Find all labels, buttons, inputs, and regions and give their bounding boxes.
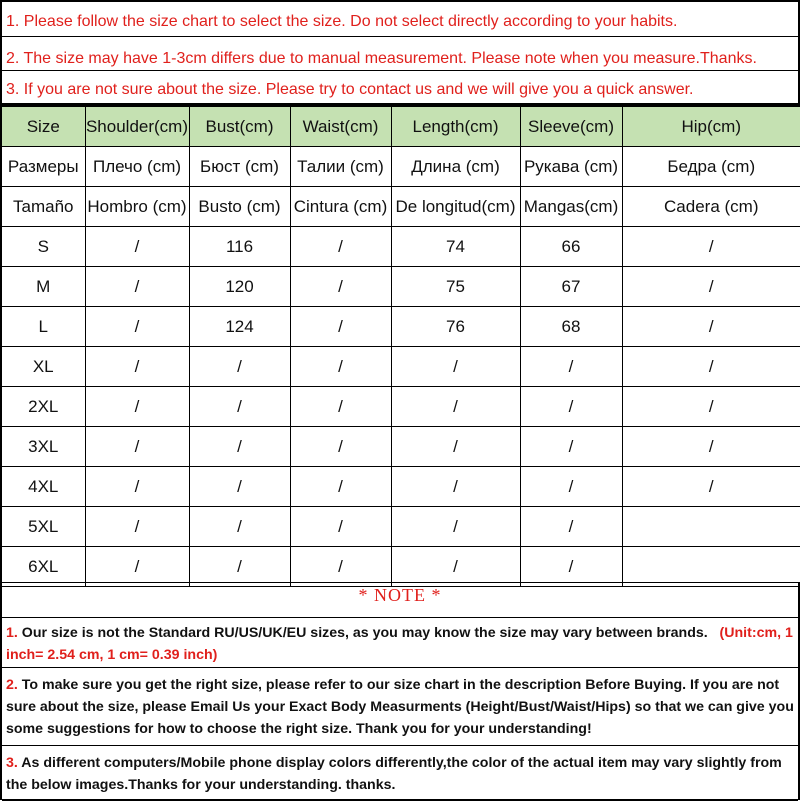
measurement-cell: / (85, 347, 189, 387)
size-label-cell: 3XL (1, 427, 85, 467)
measurement-cell: / (85, 227, 189, 267)
measurement-cell: / (85, 307, 189, 347)
note-2-number: 2. (6, 677, 18, 693)
measurement-cell: / (622, 427, 800, 467)
table-row (1, 547, 800, 587)
measurement-cell: / (189, 467, 290, 507)
measurement-cell: / (391, 467, 520, 507)
header-cell: Талии (cm) (290, 147, 391, 187)
header-cell: Waist(cm) (290, 106, 391, 147)
measurement-cell: / (85, 507, 189, 547)
table-row (1, 227, 800, 267)
table-row (1, 507, 800, 547)
measurement-cell: / (391, 427, 520, 467)
size-label-cell: 5XL (1, 507, 85, 547)
measurement-cell: / (290, 267, 391, 307)
top-notes (0, 0, 800, 105)
measurement-cell: / (622, 387, 800, 427)
measurement-cell: 75 (391, 267, 520, 307)
measurement-cell: / (189, 347, 290, 387)
measurement-cell: / (391, 547, 520, 587)
measurement-cell: / (391, 387, 520, 427)
table-row (1, 467, 800, 507)
measurement-cell: 74 (391, 227, 520, 267)
measurement-cell: / (520, 427, 622, 467)
note-1-number: 1. (6, 625, 18, 641)
header-cell: Hombro (cm) (85, 187, 189, 227)
measurement-cell: / (391, 507, 520, 547)
measurement-cell: 124 (189, 307, 290, 347)
measurement-cell: / (189, 507, 290, 547)
measurement-cell: 66 (520, 227, 622, 267)
measurement-cell: / (622, 227, 800, 267)
measurement-cell: / (85, 387, 189, 427)
table-row (1, 307, 800, 347)
note-paragraph-2 (2, 667, 798, 745)
measurement-cell: 67 (520, 267, 622, 307)
size-label-cell: XL (1, 347, 85, 387)
measurement-cell: / (290, 467, 391, 507)
measurement-cell: / (189, 427, 290, 467)
header-cell: Size (1, 106, 85, 147)
measurement-cell: 68 (520, 307, 622, 347)
top-note-3: 3. If you are not sure about the size. Please try to contact us and we will give you a quick answer. (2, 71, 798, 105)
table-row (1, 427, 800, 467)
measurement-cell: / (85, 267, 189, 307)
header-row-es (1, 187, 800, 227)
header-cell: Hip(cm) (622, 106, 800, 147)
header-cell: Размеры (1, 147, 85, 187)
measurement-cell: / (520, 387, 622, 427)
measurement-cell (622, 547, 800, 587)
size-label-cell: M (1, 267, 85, 307)
header-cell: Shoulder(cm) (85, 106, 189, 147)
note-1-text: Our size is not the Standard RU/US/UK/EU sizes, as you may know the size may vary between brands. (17, 625, 708, 641)
size-label-cell: S (1, 227, 85, 267)
header-cell: Длина (cm) (391, 147, 520, 187)
measurement-cell: / (622, 307, 800, 347)
measurement-cell: / (622, 467, 800, 507)
measurement-cell: / (391, 347, 520, 387)
measurement-cell: / (290, 427, 391, 467)
size-chart-table (0, 105, 800, 587)
measurement-cell: / (622, 347, 800, 387)
measurement-cell: / (520, 507, 622, 547)
top-note-1: 1. Please follow the size chart to select the size. Do not select directly according to your habits. (2, 0, 798, 37)
measurement-cell: / (85, 547, 189, 587)
size-label-cell: L (1, 307, 85, 347)
measurement-cell: / (290, 347, 391, 387)
header-cell: Рукава (cm) (520, 147, 622, 187)
header-cell: Tamaño (1, 187, 85, 227)
header-cell: De longitud(cm) (391, 187, 520, 227)
header-cell: Плечо (cm) (85, 147, 189, 187)
header-cell: Бедра (cm) (622, 147, 800, 187)
measurement-cell: / (290, 387, 391, 427)
note-paragraph-1 (2, 617, 798, 667)
measurement-cell (622, 507, 800, 547)
measurement-cell: / (290, 547, 391, 587)
note-2-text: To make sure you get the right size, please refer to our size chart in the description Before Buying. If you are not sure about the size, please Email Us your Exact Body Measurments (Height/Bust/Waist/Hips) so that we can give you some suggestions for how to choose the right size. Thank you for your understanding! (6, 677, 794, 737)
size-label-cell: 2XL (1, 387, 85, 427)
measurement-cell: / (520, 347, 622, 387)
note-1-unit: (Unit:cm, 1 inch= 2.54 cm, 1 cm= 0.39 inch) (6, 625, 793, 663)
measurement-cell: / (290, 227, 391, 267)
header-cell: Busto (cm) (189, 187, 290, 227)
measurement-cell: / (85, 427, 189, 467)
measurement-cell: / (290, 507, 391, 547)
note-title: * NOTE * (358, 585, 442, 605)
measurement-cell: / (189, 387, 290, 427)
header-cell: Length(cm) (391, 106, 520, 147)
measurement-cell: 116 (189, 227, 290, 267)
measurement-cell: / (189, 547, 290, 587)
header-cell: Bust(cm) (189, 106, 290, 147)
measurement-cell: / (520, 467, 622, 507)
measurement-cell: 76 (391, 307, 520, 347)
header-row-en (1, 106, 800, 147)
measurement-cell: / (85, 467, 189, 507)
header-cell: Cadera (cm) (622, 187, 800, 227)
measurement-cell: 120 (189, 267, 290, 307)
size-label-cell: 6XL (1, 547, 85, 587)
top-note-2: 2. The size may have 1-3cm differs due to manual measurement. Please note when you measure.Thanks. (2, 37, 798, 71)
note-3-text: As different computers/Mobile phone display colors differently,the color of the actual item may vary slightly from the below images.Thanks for your understanding. thanks. (6, 755, 782, 793)
measurement-cell: / (622, 267, 800, 307)
header-cell: Cintura (cm) (290, 187, 391, 227)
measurement-cell: / (290, 307, 391, 347)
header-cell: Бюст (cm) (189, 147, 290, 187)
size-label-cell: 4XL (1, 467, 85, 507)
table-row (1, 387, 800, 427)
note-section (0, 582, 800, 800)
header-cell: Mangas(cm) (520, 187, 622, 227)
header-row-ru (1, 147, 800, 187)
table-row (1, 347, 800, 387)
note-3-number: 3. (6, 755, 18, 771)
measurement-cell: / (520, 547, 622, 587)
note-paragraph-3 (2, 745, 798, 801)
header-cell: Sleeve(cm) (520, 106, 622, 147)
table-row (1, 267, 800, 307)
